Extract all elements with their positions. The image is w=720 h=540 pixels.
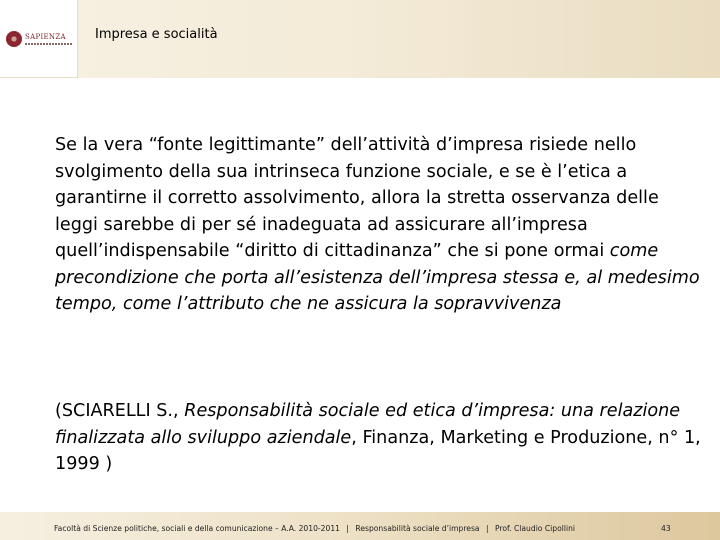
footer-separator: | xyxy=(486,524,489,533)
citation xyxy=(55,398,705,478)
logo-subline xyxy=(25,43,73,45)
university-logo xyxy=(0,0,78,78)
footer-professor: Prof. Claudio Cipollini xyxy=(495,524,575,533)
footer-info xyxy=(54,524,575,533)
university-seal-icon xyxy=(6,31,22,47)
footer-faculty: Facoltà di Scienze politiche, sociali e della comunicazione – A.A. 2010-2011 xyxy=(54,524,340,533)
body-text-regular: Se la vera “fonte legittimante” dell’attività d’impresa risiede nello svolgimento della sua intrinseca funzione sociale, e se è l’etica a garantirne il corretto assolvimento, allora la stretta osservanza delle leggi sarebbe di per sé inadeguata ad assicurare all’impresa quell’indispensabile “diritto di cittadinanza” che si pone ormai xyxy=(55,135,659,261)
body-paragraph xyxy=(55,132,705,318)
footer-course: Responsabilità sociale d’impresa xyxy=(355,524,480,533)
citation-title: Responsabilità sociale ed etica d’impresa: una relazione finalizzata allo sviluppo aziendale xyxy=(55,401,681,448)
body-text-italic: come precondizione che porta all’esistenza dell’impresa stessa e, al medesimo tempo, come l’attributo che ne assicura la sopravvivenza xyxy=(55,241,700,314)
footer-separator: | xyxy=(346,524,349,533)
page-number: 43 xyxy=(661,524,671,533)
slide-title: Impresa e socialità xyxy=(95,27,218,42)
citation-rest: , Finanza, Marketing e Produzione, n° 1, 1999 ) xyxy=(55,427,701,474)
citation-open: (SCIARELLI S., xyxy=(55,401,185,421)
logo-wordmark: SAPIENZA xyxy=(25,33,66,41)
